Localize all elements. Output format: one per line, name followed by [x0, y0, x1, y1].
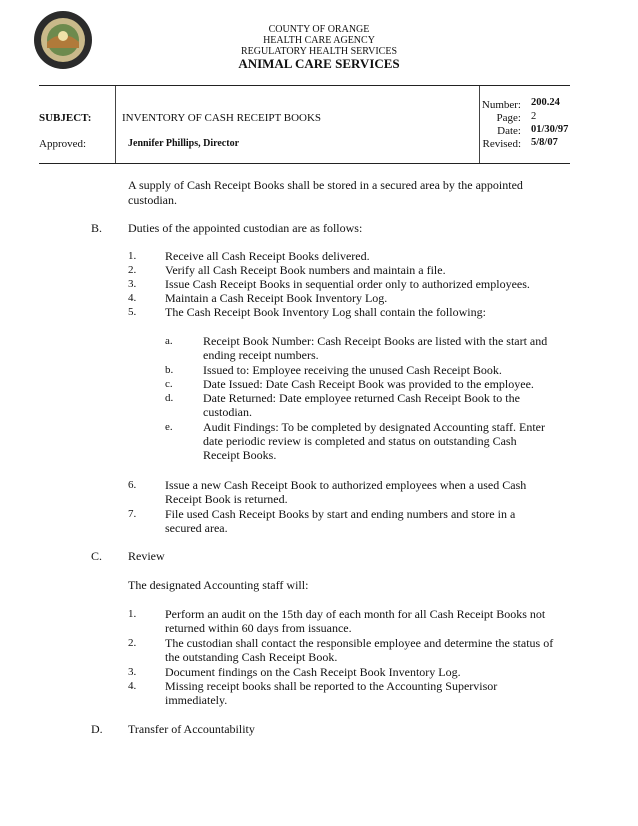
list-item: The Cash Receipt Book Inventory Log shall contain the following:	[165, 305, 486, 319]
sub-letter: c.	[165, 378, 173, 390]
divider	[115, 86, 116, 163]
header-line1: COUNTY OF ORANGE	[268, 24, 370, 35]
sub-item: Date Returned: Date employee returned Cash Receipt Book to the	[203, 391, 520, 405]
revised-value: 5/8/07	[531, 137, 558, 148]
number-label: Number:	[481, 99, 521, 111]
list-item: immediately.	[165, 693, 228, 707]
intro-line: custodian.	[128, 193, 177, 207]
section-c-intro: The designated Accounting staff will:	[128, 578, 309, 592]
page-value: 2	[531, 111, 537, 122]
page-label: Page:	[496, 112, 521, 124]
list-item: secured area.	[165, 521, 228, 535]
header-line3: REGULATORY HEALTH SERVICES	[240, 46, 398, 57]
sub-item: Issued to: Employee receiving the unused Cash Receipt Book.	[203, 363, 502, 377]
subject-label: SUBJECT:	[39, 112, 92, 124]
list-number: 1.	[128, 608, 137, 620]
sub-item: Audit Findings: To be completed by designated Accounting staff. Enter	[203, 420, 545, 434]
list-number: 2.	[128, 637, 137, 649]
list-number: 3.	[128, 278, 137, 290]
list-item: Maintain a Cash Receipt Book Inventory Log.	[165, 291, 388, 305]
section-b-label: B.	[91, 221, 103, 235]
list-number: 1.	[128, 250, 137, 262]
section-d-label: D.	[91, 722, 103, 736]
sub-letter: e.	[165, 421, 173, 433]
sub-item: date periodic review is completed and status on outstanding Cash	[203, 434, 517, 448]
subject-value: INVENTORY OF CASH RECEIPT BOOKS	[122, 112, 322, 124]
list-number: 4.	[128, 680, 137, 692]
sub-item: Receipt Book Number: Cash Receipt Books are listed with the start and	[203, 334, 548, 348]
revised-label: Revised:	[482, 138, 521, 150]
list-number: 5.	[128, 306, 137, 318]
header-title: ANIMAL CARE SERVICES	[238, 56, 400, 71]
header-line2: HEALTH CARE AGENCY	[263, 35, 375, 46]
section-d-title: Transfer of Accountability	[128, 722, 255, 736]
date-value: 01/30/97	[531, 124, 569, 135]
sub-letter: b.	[165, 364, 174, 376]
sub-item: Receipt Books.	[203, 448, 277, 462]
list-item: The custodian shall contact the responsible employee and determine the status of	[165, 636, 554, 650]
section-b-title: Duties of the appointed custodian are as follows:	[128, 221, 363, 235]
sub-item: custodian.	[203, 405, 252, 419]
list-number: 4.	[128, 292, 137, 304]
section-c-title: Review	[128, 549, 165, 563]
list-number: 3.	[128, 666, 137, 678]
list-item: Issue Cash Receipt Books in sequential order only to authorized employees.	[165, 277, 530, 291]
list-item: Document findings on the Cash Receipt Book Inventory Log.	[165, 665, 461, 679]
list-item: the outstanding Cash Receipt Book.	[165, 650, 338, 664]
section-c-label: C.	[91, 549, 103, 563]
list-number: 6.	[128, 479, 137, 491]
list-item: returned within 60 days from issuance.	[165, 621, 352, 635]
approved-label: Approved:	[39, 138, 87, 150]
list-item: Issue a new Cash Receipt Book to authorized employees when a used Cash	[165, 478, 527, 492]
date-label: Date:	[497, 125, 521, 137]
intro-line: A supply of Cash Receipt Books shall be stored in a secured area by the appointed	[128, 178, 523, 192]
list-item: File used Cash Receipt Books by start and ending numbers and store in a	[165, 507, 516, 521]
list-item: Verify all Cash Receipt Book numbers and maintain a file.	[165, 263, 446, 277]
list-item: Missing receipt books shall be reported to the Accounting Supervisor	[165, 679, 498, 693]
sub-letter: d.	[165, 392, 174, 404]
list-item: Receipt Book is returned.	[165, 492, 288, 506]
sub-letter: a.	[165, 335, 173, 347]
list-item: Perform an audit on the 15th day of each month for all Cash Receipt Books not	[165, 607, 546, 621]
sub-item: Date Issued: Date Cash Receipt Book was provided to the employee.	[203, 377, 534, 391]
list-number: 7.	[128, 508, 137, 520]
number-value: 200.24	[531, 97, 560, 108]
sub-item: ending receipt numbers.	[203, 348, 319, 362]
list-number: 2.	[128, 264, 137, 276]
approved-value: Jennifer Phillips, Director	[128, 138, 240, 149]
list-item: Receive all Cash Receipt Books delivered.	[165, 249, 370, 263]
